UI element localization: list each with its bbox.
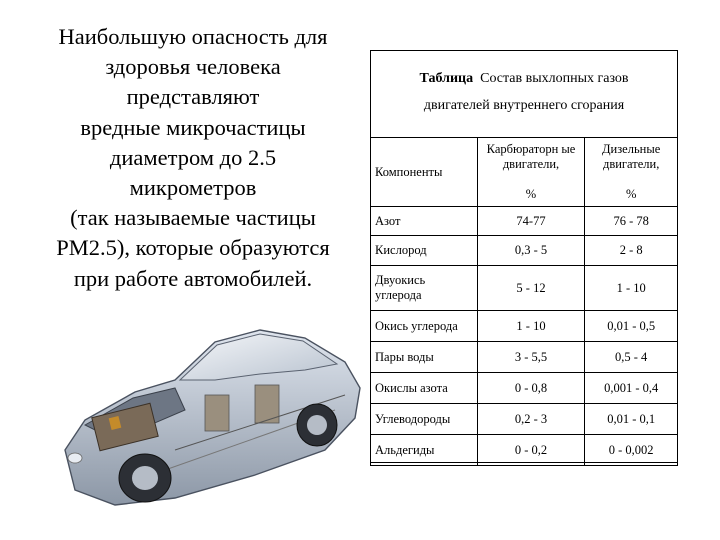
cell-diesel: 0,01 - 0,5 xyxy=(585,311,678,342)
cell-carb: 0 - 0,8 xyxy=(477,373,585,404)
table-row xyxy=(371,342,678,373)
cell-component: Двуокись углерода xyxy=(371,266,478,311)
intro-line: здоровья человека xyxy=(105,54,281,80)
cell-diesel: 1 - 10 xyxy=(585,266,678,311)
cell-carb: 0 - 0,2 xyxy=(477,435,585,466)
table-row xyxy=(371,435,678,466)
table-header-row xyxy=(371,138,678,207)
cell-carb: 3 - 5,5 xyxy=(477,342,585,373)
cell-diesel: 0,5 - 4 xyxy=(585,342,678,373)
header-unit: % xyxy=(625,187,637,201)
caption-label: Таблица xyxy=(419,71,474,86)
cell-carb: 1 - 10 xyxy=(477,311,585,342)
exhaust-composition-table xyxy=(370,50,678,463)
cell-component: Окислы азота xyxy=(371,373,478,404)
cell-carb: 0,3 - 5 xyxy=(477,236,585,266)
cell-component: Окись углерода xyxy=(371,311,478,342)
header-diesel: Дизельные двигатели, % xyxy=(585,138,678,207)
cell-diesel: 0 - 0,002 xyxy=(585,435,678,466)
intro-line: диаметром до 2.5 xyxy=(109,144,277,170)
cell-diesel: 0,001 - 0,4 xyxy=(585,373,678,404)
table-row xyxy=(371,311,678,342)
intro-line: вредные микрочастицы xyxy=(80,114,306,140)
cell-component: Альдегиды xyxy=(371,435,478,466)
intro-line: при работе автомобилей. xyxy=(73,265,313,291)
intro-line: микрометров xyxy=(129,175,257,201)
table-row xyxy=(371,266,678,311)
cell-component: Пары воды xyxy=(371,342,478,373)
cell-component: Кислород xyxy=(371,236,478,266)
cell-carb: 5 - 12 xyxy=(477,266,585,311)
table-caption xyxy=(371,51,677,139)
cell-carb: 0,2 - 3 xyxy=(477,404,585,435)
intro-text xyxy=(18,22,368,294)
cell-component: Углеводороды xyxy=(371,404,478,435)
caption-line2: двигателей внутреннего сгорания xyxy=(423,98,625,113)
cell-carb: 74-77 xyxy=(477,207,585,236)
car-cutaway-illustration xyxy=(55,300,365,515)
header-carb: Карбюраторн ые двигатели, % xyxy=(477,138,585,207)
intro-line: PM2.5), которые образуются xyxy=(56,235,330,261)
intro-line: (так называемые частицы xyxy=(70,205,316,231)
table-row xyxy=(371,373,678,404)
table-row xyxy=(371,236,678,266)
cell-diesel: 76 - 78 xyxy=(585,207,678,236)
cell-diesel: 2 - 8 xyxy=(585,236,678,266)
table-row xyxy=(371,404,678,435)
cell-diesel: 0,01 - 0,1 xyxy=(585,404,678,435)
header-unit: % xyxy=(525,187,537,201)
intro-line: представляют xyxy=(126,84,260,110)
intro-line: Наибольшую опасность для xyxy=(58,24,328,49)
composition-table xyxy=(370,137,678,466)
caption-title: Состав выхлопных газов xyxy=(480,71,629,86)
table-row xyxy=(371,207,678,236)
header-components: Компоненты xyxy=(371,138,478,207)
cell-component: Азот xyxy=(371,207,478,236)
